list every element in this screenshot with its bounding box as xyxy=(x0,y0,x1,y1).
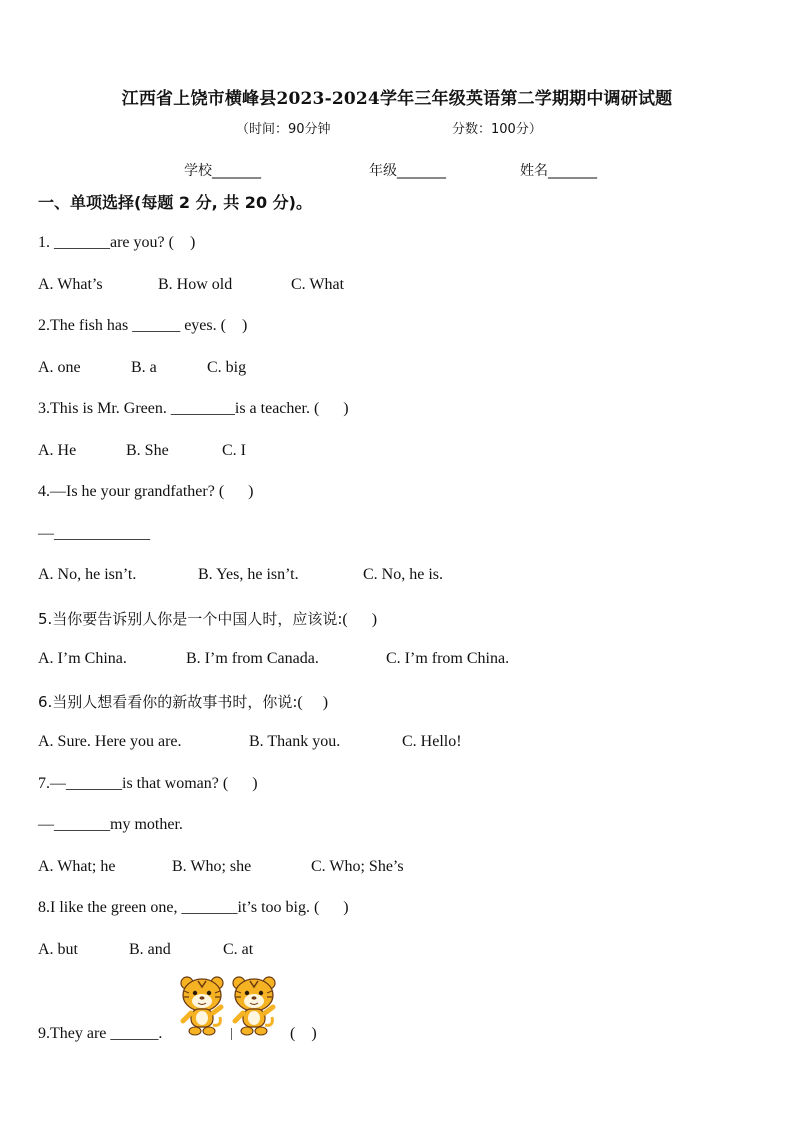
q3-option-c[interactable]: C. I xyxy=(222,442,246,459)
q5-stem: 5.当你要告诉别人你是一个中国人时，应该说: xyxy=(38,610,343,628)
q5-option-b[interactable]: B. I’m from Canada. xyxy=(186,650,319,667)
q4-option-b[interactable]: B. Yes, he isn’t. xyxy=(198,566,299,583)
question-9: 9.They are ______. xyxy=(38,1025,163,1042)
q5-option-a[interactable]: A. I’m China. xyxy=(38,650,127,667)
page-title: 江西省上饶市横峰县2023-2024学年三年级英语第二学期期中调研试题 xyxy=(121,89,673,109)
q6-option-c[interactable]: C. Hello! xyxy=(402,733,462,750)
question-2: 2.The fish has ______ eyes. ( ) xyxy=(38,317,248,334)
q6-option-b[interactable]: B. Thank you. xyxy=(249,733,341,750)
q2-option-a[interactable]: A. one xyxy=(38,359,81,376)
q7-option-c[interactable]: C. Who; She’s xyxy=(311,858,404,875)
q4-option-a[interactable]: A. No, he isn’t. xyxy=(38,566,137,583)
q8-option-c[interactable]: C. at xyxy=(223,941,254,958)
q5-option-c[interactable]: C. I’m from China. xyxy=(386,650,510,667)
q6-stem: 6.当别人想看看你的新故事书时，你说: xyxy=(38,693,298,711)
section-title: 一、单项选择(每题 2 分, 共 20 分)。 xyxy=(38,193,312,212)
question-7: 7.—_______is that woman? ( ) xyxy=(38,775,258,792)
q7-option-a[interactable]: A. What; he xyxy=(38,858,116,875)
tiger-cartoon-icon xyxy=(178,975,226,1037)
q6-option-a[interactable]: A. Sure. Here you are. xyxy=(38,733,182,750)
q8-option-a[interactable]: A. but xyxy=(38,941,78,958)
q4-answer-line: —____________ xyxy=(38,525,150,542)
question-6 xyxy=(38,691,328,712)
time-info: （时间：90分钟 xyxy=(236,122,331,137)
q8-option-b[interactable]: B. and xyxy=(129,941,171,958)
q1-option-c[interactable]: C. What xyxy=(291,276,345,293)
q7-answer-line: —_______my mother. xyxy=(38,816,183,833)
q3-option-a[interactable]: A. He xyxy=(38,442,77,459)
name-field[interactable]: 姓名_______ xyxy=(520,163,597,179)
q3-option-b[interactable]: B. She xyxy=(126,442,169,459)
question-5 xyxy=(38,608,377,629)
question-4: 4.—Is he your grandfather? ( ) xyxy=(38,483,254,500)
q2-option-c[interactable]: C. big xyxy=(207,359,247,376)
q1-option-a[interactable]: A. What’s xyxy=(38,276,103,293)
question-1: 1. _______are you? ( ) xyxy=(38,234,196,251)
question-8: 8.I like the green one, _______it’s too big. ( ) xyxy=(38,899,349,916)
q2-option-b[interactable]: B. a xyxy=(131,359,157,376)
q4-option-c[interactable]: C. No, he is. xyxy=(363,566,443,583)
question-3: 3.This is Mr. Green. ________is a teacher. ( ) xyxy=(38,400,349,417)
image-divider xyxy=(231,1028,232,1040)
score-info: 分数：100分） xyxy=(452,122,542,137)
q7-option-b[interactable]: B. Who; she xyxy=(172,858,252,875)
q9-bracket: ( ) xyxy=(290,1025,317,1042)
tiger-cartoon-icon xyxy=(230,975,278,1037)
q5-bracket: ( ) xyxy=(342,611,378,628)
q1-option-b[interactable]: B. How old xyxy=(158,276,233,293)
grade-field[interactable]: 年级_______ xyxy=(369,163,446,179)
school-field[interactable]: 学校_______ xyxy=(184,163,261,179)
q6-bracket: ( ) xyxy=(297,694,329,711)
